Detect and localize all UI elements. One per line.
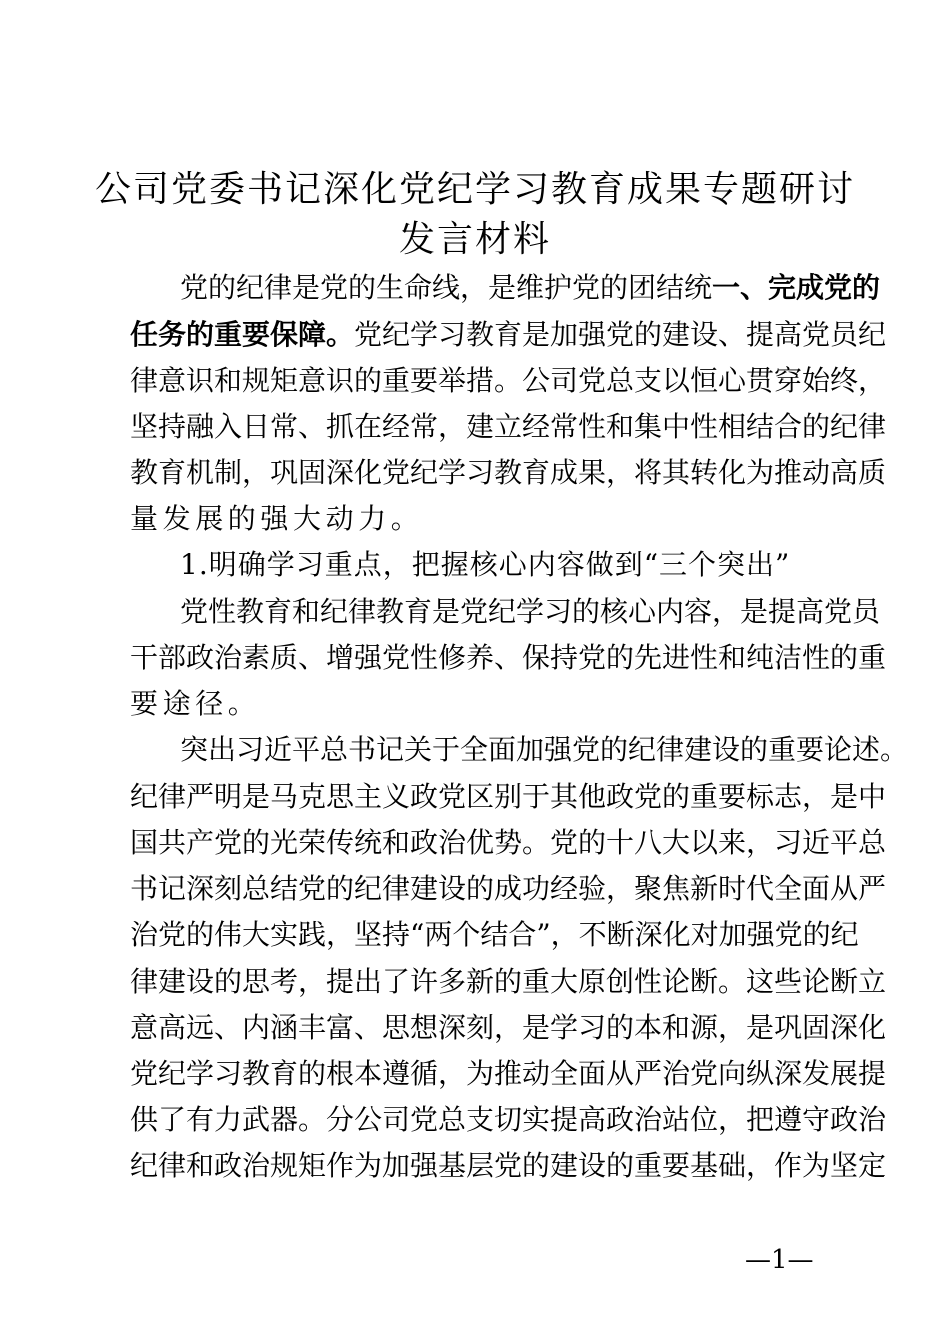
paragraph-1-line: 坚持融入日常、抓在经常，建立经常性和集中性相结合的纪律 xyxy=(130,410,887,443)
paragraph-3-line: 供了有力武器。分公司党总支切实提高政治站位，把遵守政治 xyxy=(130,1103,887,1136)
bold-text: 任务的重要保障。 xyxy=(130,318,355,351)
paragraph-3-line: 国共产党的光荣传统和政治优势。党的十八大以来，习近平总 xyxy=(130,826,887,859)
paragraph-1-line xyxy=(130,315,887,355)
paragraph-1-line xyxy=(180,268,881,308)
paragraph-2-line: 干部政治素质、增强党性修养、保持党的先进性和纯洁性的重 xyxy=(130,641,887,674)
paragraph-3-line: 书记深刻总结党的纪律建设的成功经验，聚焦新时代全面从严 xyxy=(130,872,887,905)
paragraph-2-line: 党性教育和纪律教育是党纪学习的核心内容，是提高党员 xyxy=(180,595,881,628)
paragraph-3-line: 突出习近平总书记关于全面加强党的纪律建设的重要论述。 xyxy=(180,733,909,766)
paragraph-3-line: 党纪学习教育的根本遵循，为推动全面从严治党向纵深发展提 xyxy=(130,1057,887,1090)
text: 党纪学习教育是加强党的建设、提高党员纪 xyxy=(354,318,887,351)
document-title-line-2: 发言材料 xyxy=(398,219,551,260)
paragraph-3-line: 纪律严明是马克思主义政党区别于其他政党的重要标志，是中 xyxy=(130,780,887,813)
paragraph-3-line: 纪律和政治规矩作为加强基层党的建设的重要基础，作为坚定 xyxy=(130,1149,887,1182)
text: 党的纪律是党的生命线，是维护党的团结统 xyxy=(180,271,713,304)
bold-text: 一、完成党的 xyxy=(712,271,881,304)
paragraph-2-line: 要途径。 xyxy=(130,687,261,720)
paragraph-3-line: 治党的伟大实践，坚持“两个结合”，不断深化对加强党的纪 xyxy=(130,918,859,951)
paragraph-3-line: 律建设的思考，提出了许多新的重大原创性论断。这些论断立 xyxy=(130,965,887,998)
paragraph-1-line: 量发展的强大动力。 xyxy=(130,502,424,535)
paragraph-3-line: 意高远、内涵丰富、思想深刻，是学习的本和源，是巩固深化 xyxy=(130,1011,887,1044)
document-title-line-1: 公司党委书记深化党纪学习教育成果专题研讨 xyxy=(94,169,855,210)
page-number: —1— xyxy=(745,1245,814,1275)
section-heading: 1.明确学习重点，把握核心内容做到“三个突出” xyxy=(180,548,791,581)
paragraph-1-line: 教育机制，巩固深化党纪学习教育成果，将其转化为推动高质 xyxy=(130,456,887,489)
paragraph-1-line: 律意识和规矩意识的重要举措。公司党总支以恒心贯穿始终， xyxy=(130,364,887,397)
